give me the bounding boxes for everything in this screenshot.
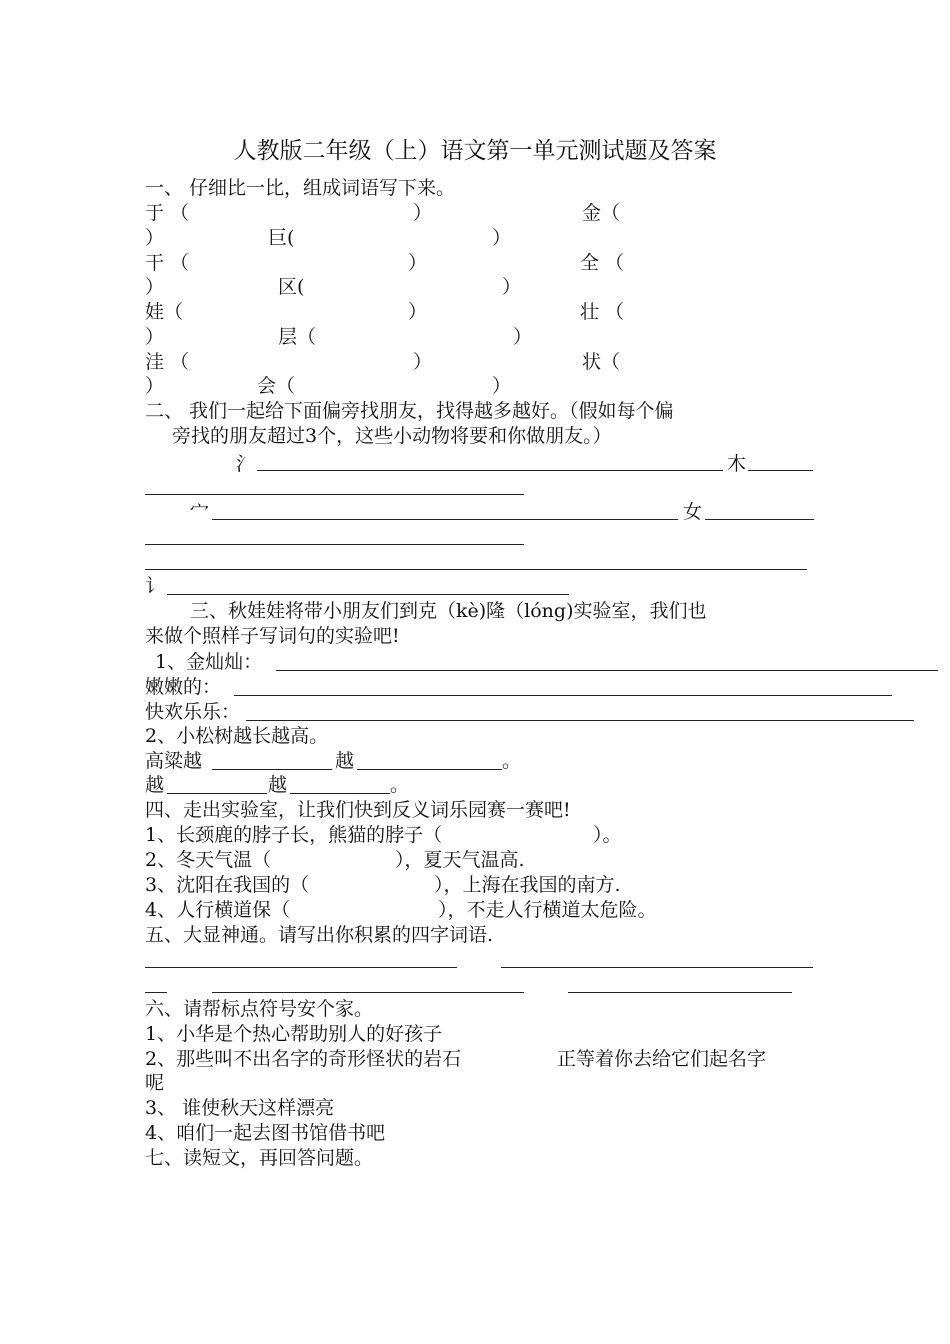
s1-row2-char2: 全 （ <box>580 252 625 274</box>
radical-woman: 女 <box>683 501 703 523</box>
s4-q1-a: 1、长颈鹿的脖子长，熊猫的脖子（ <box>145 824 443 846</box>
s3-q6-c: 。 <box>390 774 410 796</box>
radical-speech: 讠 <box>145 575 165 597</box>
s3-q2-label: 嫩嫩的： <box>145 676 222 698</box>
s1-row3-close: ） <box>408 301 428 323</box>
s1-row3-close3: ） <box>513 326 533 348</box>
s1-row1-close2: ） <box>145 227 165 249</box>
s1-row3-char: 娃（ <box>145 301 184 323</box>
s6-q3: 3、 谁使秋天这样漂亮 <box>145 1097 335 1119</box>
s6-q2-a: 2、那些叫不出名字的奇形怪状的岩石 <box>145 1048 462 1070</box>
answer-line[interactable] <box>234 695 892 696</box>
answer-line[interactable] <box>145 967 457 968</box>
s1-row3-char3: 层（ <box>278 326 317 348</box>
s1-row4-char3: 会（ <box>257 375 296 397</box>
section4-heading: 四、走出实验室，让我们快到反义词乐园赛一赛吧! <box>145 799 571 821</box>
answer-line[interactable] <box>705 519 814 520</box>
section1-heading: 一、 仔细比一比，组成词语写下来。 <box>145 177 456 199</box>
s4-q2-a: 2、冬天气温（ <box>145 849 272 871</box>
s1-row4-close2: ） <box>145 375 165 397</box>
s1-row3-char2: 壮 （ <box>580 301 625 323</box>
answer-line[interactable] <box>167 793 267 794</box>
s1-row2-char3: 区( <box>278 276 305 298</box>
s3-q6-a: 越 <box>145 774 165 796</box>
answer-line[interactable] <box>212 519 678 520</box>
answer-line[interactable] <box>246 720 914 721</box>
s1-row1-close: ） <box>413 202 433 224</box>
answer-line[interactable] <box>145 992 167 993</box>
answer-line[interactable] <box>748 470 813 471</box>
section3-heading: 三、秋娃娃将带小朋友们到克（kè)隆（lóng)实验室，我们也 <box>190 600 707 622</box>
s1-row4-close3: ） <box>492 375 512 397</box>
answer-line[interactable] <box>167 594 569 595</box>
s3-q5-b: 越 <box>335 750 355 772</box>
s1-row1-char3: 巨( <box>268 227 295 249</box>
page-title: 人教版二年级（上）语文第一单元测试题及答案 <box>233 138 717 164</box>
s6-q1: 1、小华是个热心帮助别人的好孩子 <box>145 1023 443 1045</box>
s4-q4-b: ），不走人行横道太危险。 <box>438 899 657 921</box>
s3-q1-label: 1、金灿灿： <box>155 651 263 673</box>
s6-q2-c: 呢 <box>145 1072 165 1094</box>
answer-line[interactable] <box>145 544 524 545</box>
answer-line[interactable] <box>568 992 792 993</box>
s4-q2-b: ），夏天气温高. <box>395 849 525 871</box>
s1-row1-char2: 金（ <box>582 202 621 224</box>
answer-line[interactable] <box>276 670 938 671</box>
answer-line[interactable] <box>257 470 723 471</box>
s4-q1-b: ）。 <box>593 824 622 846</box>
s1-row1-char: 于 （ <box>145 202 190 224</box>
section7-heading: 七、读短文，再回答问题。 <box>145 1147 374 1169</box>
answer-line[interactable] <box>212 992 524 993</box>
s4-q3-a: 3、沈阳在我国的（ <box>145 874 310 896</box>
s1-row4-char2: 状（ <box>582 351 621 373</box>
answer-line[interactable] <box>501 967 813 968</box>
section3-heading-cont: 来做个照样子写词句的实验吧! <box>145 625 400 647</box>
s1-row2-char: 干 （ <box>145 252 190 274</box>
s6-q4: 4、咱们一起去图书馆借书吧 <box>145 1122 386 1144</box>
answer-line[interactable] <box>145 569 807 570</box>
s1-row2-close2: ） <box>145 276 165 298</box>
answer-line[interactable] <box>290 793 390 794</box>
s1-row4-char: 洼 （ <box>145 351 190 373</box>
radical-water: 氵 <box>236 453 256 475</box>
radical-roof: 宀 <box>190 501 210 523</box>
s1-row2-close3: ） <box>502 276 522 298</box>
s1-row2-close: ） <box>408 252 428 274</box>
s3-q5-a: 高粱越 <box>145 750 203 772</box>
s4-q3-b: ），上海在我国的南方. <box>434 874 621 896</box>
s3-q6-b: 越 <box>268 774 288 796</box>
s1-row1-close3: ） <box>492 227 512 249</box>
section2-heading: 二、 我们一起给下面偏旁找朋友，找得越多越好。（假如每个偏 <box>145 400 674 422</box>
s1-row4-close: ） <box>413 351 433 373</box>
answer-line[interactable] <box>212 769 332 770</box>
radical-wood: 木 <box>727 453 747 475</box>
section6-heading: 六、请帮标点符号安个家。 <box>145 998 374 1020</box>
s4-q4-a: 4、人行横道保（ <box>145 899 291 921</box>
answer-line[interactable] <box>357 769 502 770</box>
section2-heading-cont: 旁找的朋友超过3个，这些小动物将要和你做朋友。） <box>172 425 612 447</box>
answer-line[interactable] <box>145 494 524 495</box>
s3-q3-label: 快欢乐乐： <box>145 701 241 723</box>
section5-heading: 五、大显神通。请写出你积累的四字词语. <box>145 924 494 946</box>
s3-q5-c: 。 <box>502 750 522 772</box>
s1-row3-close2: ） <box>145 326 165 348</box>
s6-q2-b: 正等着你去给它们起名字 <box>557 1048 767 1070</box>
s3-example: 2、小松树越长越高。 <box>145 725 329 747</box>
